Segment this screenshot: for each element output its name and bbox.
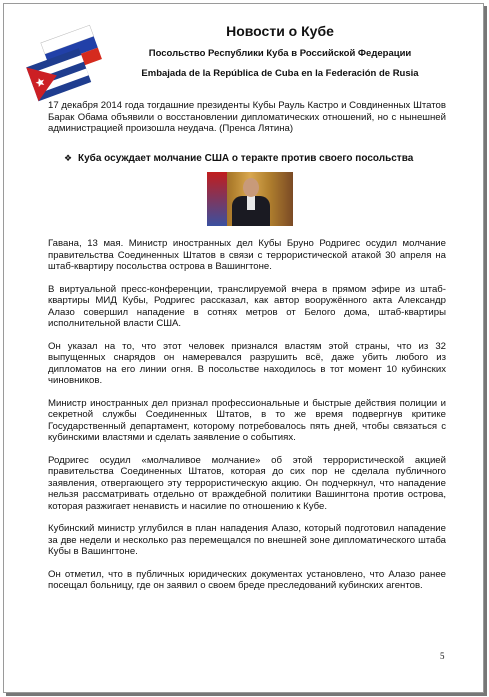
minister-photo bbox=[207, 172, 293, 226]
cuba-russia-flags-icon bbox=[18, 14, 110, 106]
article-paragraph: Он отметил, что в публичных юридических документах установлено, что Алазо ранее посещал больницу, где он заявил о своем бреде преследований кубинских агентов. bbox=[48, 568, 446, 591]
article-headline bbox=[64, 152, 444, 165]
person-shirt bbox=[247, 196, 255, 210]
article-paragraph: Гавана, 13 мая. Министр иностранных дел Кубы Бруно Родригес осудил молчание правительства Соединенных Штатов в связи с террористической атакой 30 апреля на штаб-квартиру посольства острова в Вашингтоне. bbox=[48, 238, 446, 272]
page-title: Новости о Кубе bbox=[226, 23, 334, 39]
person-head bbox=[243, 178, 259, 197]
flag-background bbox=[207, 172, 227, 226]
article-paragraph: Родригес осудил «молчаливое молчание» об этой террористической акцией правительства Соединенных Штатов, которая до сих пор не сделала публичного заявления, отвергающего эту террористическую акцию. Он подчеркнул, что нападение нельзя рассматривать отдельно от враждебной политики Вашингтона против острова, которая разжигает ненависть и насилие по отношению к Кубе. bbox=[48, 454, 446, 512]
page-number: 5 bbox=[440, 651, 445, 661]
article-paragraph: В виртуальной пресс-конференции, транслируемой вчера в прямом эфире из штаб-квартиры МИД Кубы, Родригес рассказал, как автор вооружённого акта Александр Алазо совершил нападение в сотнях метров от Белого дома, штаб-квартиры исполнительной власти США. bbox=[48, 283, 446, 329]
document-header bbox=[115, 22, 445, 80]
article-body bbox=[48, 238, 446, 603]
article-paragraph: Он указал на то, что этот человек признался властям этой страны, что из 32 выпущенных снарядов он намеревался разрушить всё, даже убить любого из дипломатов на его линии огня. В посольстве находилось в тот момент 10 кубинских чиновников. bbox=[48, 340, 446, 386]
intro-paragraph: 17 декабря 2014 года тогдашние президенты Кубы Рауль Кастро и Совдиненных Штатов Барак Обама объявили о восстановлении дипломатических отношений, но с нынешней администрацией произошла неудача. (Пренса Лятина) bbox=[48, 100, 446, 134]
article-paragraph: Кубинский министр углубился в план нападения Алазо, который подготовил нападение за две недели и несколько раз перемещался по внешней зоне дипломатического штаба Кубы в Вашингтоне. bbox=[48, 523, 446, 557]
article-headline-text: Куба осуждает молчание США о теракте против своего посольства bbox=[78, 153, 414, 164]
embassy-name-spanish: Embajada de la República de Cuba en la Federación de Rusia bbox=[141, 68, 419, 79]
article-paragraph: Министр иностранных дел признал профессиональные и быстрые действия полиции и секретной службы Соединенных Штатов, в то же время подвергнув критике Государственный департамент, которому потребовалось пять дней, чтобы связаться с кубинскими властями и сделать заявление о событиях. bbox=[48, 397, 446, 443]
diamond-arrow-bullet-icon: ❖ bbox=[64, 153, 73, 163]
embassy-name-russian: Посольство Республики Куба в Российской Федерации bbox=[148, 48, 412, 59]
